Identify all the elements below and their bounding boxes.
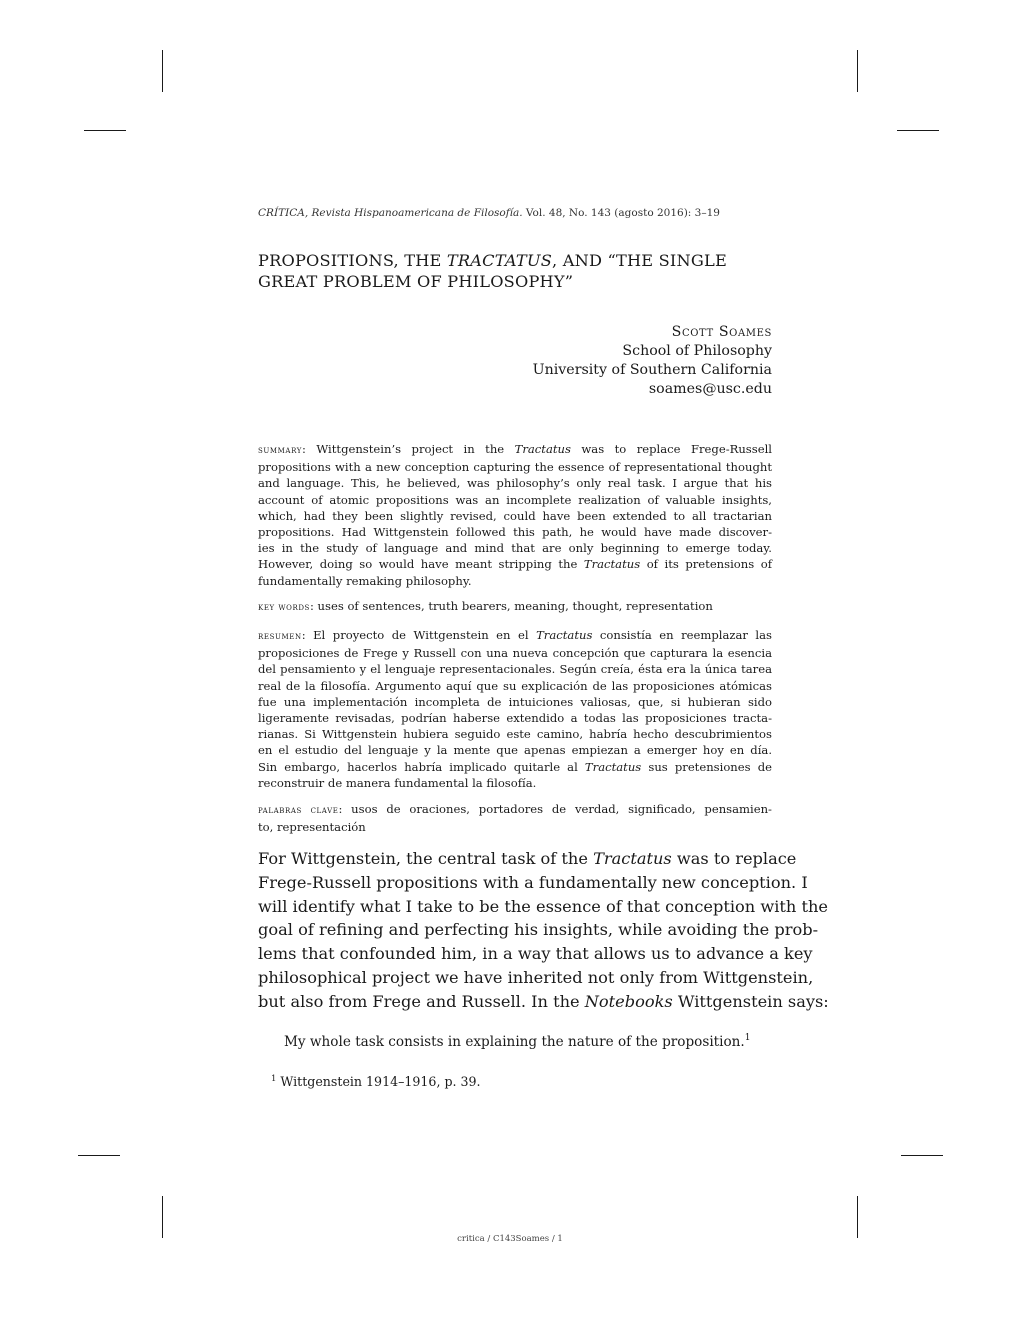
footnote-reference[interactable]: 1 (744, 1033, 751, 1043)
body-paragraph (258, 847, 829, 1014)
footnote-text: Wittgenstein 1914–1916, p. 39. (276, 1074, 481, 1089)
summary-line: fundamentally remaking philosophy. (258, 573, 472, 588)
summary-line: However, doing so would have meant stripping the Tractatus of its pretensions of (258, 557, 772, 572)
quote-text: My whole task consists in explaining the nature of the proposition. (284, 1034, 745, 1050)
keywords-text: : uses of sentences, truth bearers, meaning, thought, representation (309, 599, 713, 613)
crop-mark-top-right-horizontal (897, 130, 939, 131)
crop-mark-top-right-vertical (857, 50, 858, 92)
summary-line: ies in the study of language and mind that are only beginning to emerge today. (258, 541, 772, 556)
author-department: School of Philosophy (622, 343, 772, 359)
palabras-text-2: to, representación (258, 820, 366, 835)
resumen-line: del pensamiento y el lenguaje representacionales. Según creía, ésta era la única tarea (258, 662, 772, 677)
body-line: but also from Frege and Russell. In the Notebooks Wittgenstein says: (258, 991, 829, 1011)
keywords-label: key words (258, 602, 310, 613)
palabras-label: palabras clave (258, 805, 339, 816)
body-line: goal of refining and perfecting his insights, while avoiding the prob- (258, 920, 819, 940)
resumen-line: resumen: El proyecto de Wittgenstein en el Tractatus consistía en reemplazar las (258, 628, 772, 642)
resumen-line: rianas. Si Wittgenstein hubiera seguido este camino, habría hecho descubrimientos (258, 727, 772, 742)
author-email[interactable]: soames@usc.edu (648, 381, 772, 397)
summary-line: which, had they been slightly revised, could have been extended to all tractarian (258, 508, 772, 523)
body-line: Frege-Russell propositions with a fundamentally new conception. I (258, 872, 808, 892)
footnote-mark: 1 (271, 1074, 277, 1084)
title-line-2: GREAT PROBLEM OF PHILOSOPHY” (258, 272, 574, 291)
resumen-line: en el estudio del lenguaje y la mente que apenas empiezan a emerger hoy en día. (258, 743, 772, 758)
palabras-clave (258, 801, 772, 835)
resumen-label: resumen (258, 631, 302, 642)
page-footer: critica / C143Soames / 1 (457, 1234, 563, 1244)
author-block (258, 323, 772, 399)
article-title (258, 250, 772, 292)
resumen-line: Sin embargo, hacerlos habría implicado quitarle al Tractatus sus pretensiones de (258, 759, 772, 774)
keywords (258, 598, 772, 616)
author-university: University of Southern California (532, 362, 772, 378)
resumen-line: fue una implementación incompleta de intuiciones valiosas, que, si hubieran sido (258, 694, 772, 709)
journal-details: Vol. 48, No. 143 (agosto 2016): 3–19 (525, 207, 720, 219)
summary-line: and language. This, he believed, was philosophy’s only real task. I argue that his (258, 476, 772, 491)
resumen-abstract (258, 627, 772, 791)
summary-line: summary: Wittgenstein’s project in the Tractatus was to replace Frege-Russell (258, 442, 772, 456)
resumen-line: real de la filosofía. Argumento aquí que su explicación de las proposiciones atómicas (258, 678, 772, 693)
crop-mark-top-left-horizontal (84, 130, 126, 131)
running-head (258, 207, 772, 219)
body-line: will identify what I take to be the essence of that conception with the (258, 896, 828, 916)
summary-line: propositions with a new conception capturing the essence of representational thought (258, 460, 772, 475)
journal-name: CRÍTICA, Revista Hispanoamericana de Filosofía. (258, 207, 523, 219)
resumen-line: ligeramente revisadas, podrían haberse extendido a todas las proposiciones tracta- (258, 711, 772, 726)
body-line: philosophical project we have inherited not only from Wittgenstein, (258, 967, 814, 987)
crop-mark-bottom-right-vertical (857, 1196, 858, 1238)
block-quote (284, 1029, 764, 1051)
crop-mark-bottom-left-vertical (162, 1196, 163, 1238)
palabras-text: : usos de oraciones, portadores de verdad, significado, pensamien- (338, 802, 772, 816)
body-line: lems that confounded him, in a way that allows us to advance a key (258, 944, 813, 964)
summary-label: summary (258, 445, 302, 456)
crop-mark-top-left-vertical (162, 50, 163, 92)
summary-line: account of atomic propositions was an incomplete realization of valuable insights, (258, 492, 772, 507)
crop-mark-bottom-right-horizontal (901, 1155, 943, 1156)
title-line-1: PROPOSITIONS, THE TRACTATUS, AND “THE SINGLE (258, 251, 727, 270)
footnote (271, 1071, 481, 1090)
summary-abstract (258, 441, 772, 589)
body-line: For Wittgenstein, the central task of the Tractatus was to replace (258, 849, 797, 868)
crop-mark-bottom-left-horizontal (78, 1155, 120, 1156)
resumen-line: reconstruir de manera fundamental la filosofía. (258, 775, 537, 790)
resumen-line: proposiciones de Frege y Russell con una nueva concepción que capturara la esencia (258, 646, 772, 661)
author-name: Scott Soames (671, 324, 772, 340)
summary-line: propositions. Had Wittgenstein followed this path, he would have made discover- (258, 525, 772, 540)
